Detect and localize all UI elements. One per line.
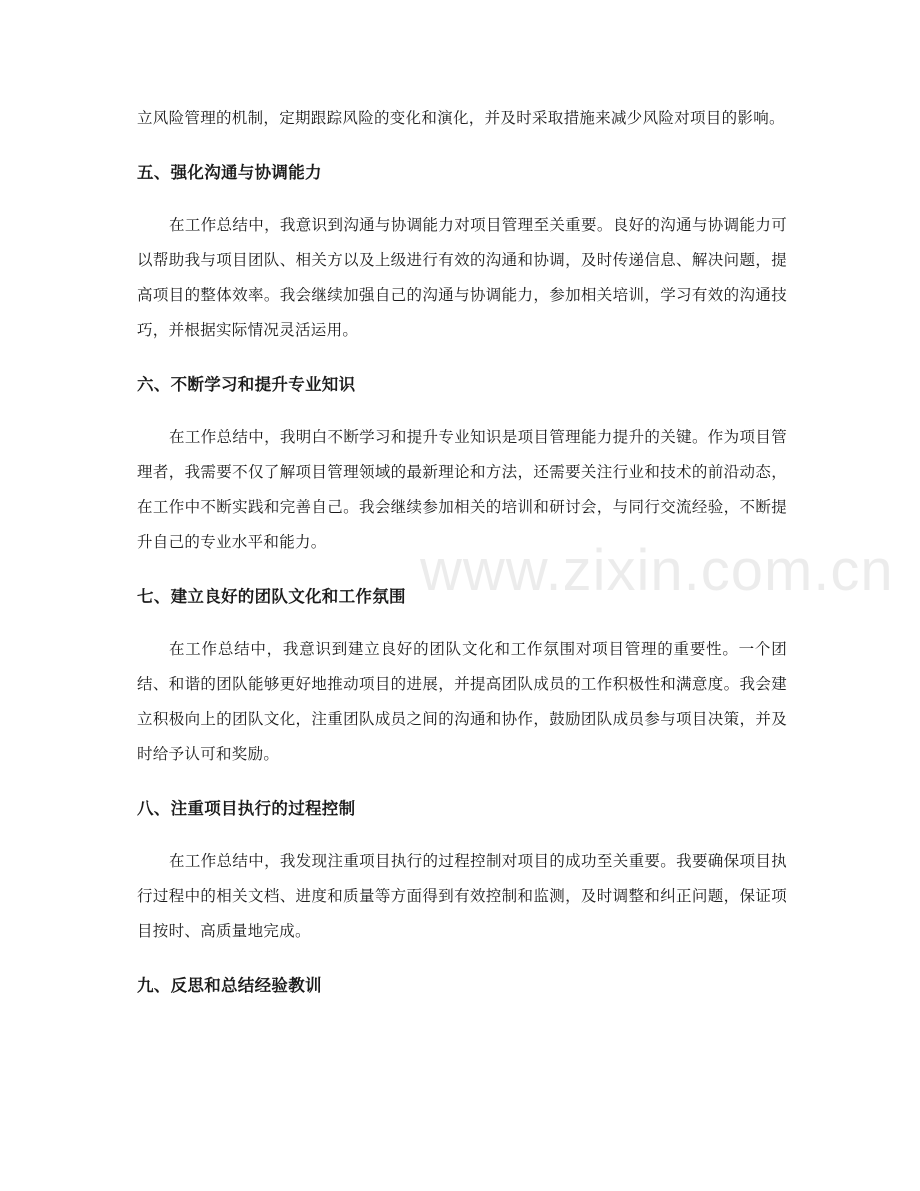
section-heading-7: 七、建立良好的团队文化和工作氛围 <box>137 587 406 606</box>
spacer <box>137 826 787 844</box>
document-body <box>137 101 787 1003</box>
section-body-6: 在工作总结中，我明白不断学习和提升专业知识是项目管理能力提升的关键。作为项目管理者，我需要不仅了解项目管理领域的最新理论和方法，还需要关注行业和技术的前沿动态，在工作中不断实践和完善自己。我会继续参加相关的培训和研讨会，与同行交流经验，不断提升自己的专业水平和能力。 <box>137 428 787 551</box>
spacer <box>137 348 787 367</box>
spacer <box>137 136 787 155</box>
spacer <box>137 402 787 420</box>
spacer <box>137 190 787 208</box>
section-body-7: 在工作总结中，我意识到建立良好的团队文化和工作氛围对项目管理的重要性。一个团结、和谐的团队能够更好地推动项目的进展，并提高团队成员的工作积极性和满意度。我会建立积极向上的团队文化，注重团队成员之间的沟通和协作，鼓励团队成员参与项目决策，并及时给予认可和奖励。 <box>137 640 787 763</box>
section-heading-5: 五、强化沟通与协调能力 <box>137 163 322 182</box>
section-body-8: 在工作总结中，我发现注重项目执行的过程控制对项目的成功至关重要。我要确保项目执行过程中的相关文档、进度和质量等方面得到有效控制和监测，及时调整和纠正问题，保证项目按时、高质量地完成。 <box>137 852 787 940</box>
spacer <box>137 949 787 968</box>
section-body-5: 在工作总结中，我意识到沟通与协调能力对项目管理至关重要。良好的沟通与协调能力可以帮助我与项目团队、相关方以及上级进行有效的沟通和协调，及时传递信息、解决问题，提高项目的整体效率。我会继续加强自己的沟通与协调能力，参加相关培训，学习有效的沟通技巧，并根据实际情况灵活运用。 <box>137 216 787 339</box>
spacer <box>137 772 787 791</box>
section-heading-9: 九、反思和总结经验教训 <box>137 976 322 995</box>
spacer <box>137 614 787 632</box>
intro-paragraph: 立风险管理的机制，定期跟踪风险的变化和演化，并及时采取措施来减少风险对项目的影响。 <box>137 109 785 127</box>
spacer <box>137 560 787 579</box>
watermark: www.zixin.com.cn <box>420 538 894 603</box>
section-heading-8: 八、注重项目执行的过程控制 <box>137 799 356 818</box>
section-heading-6: 六、不断学习和提升专业知识 <box>137 375 356 394</box>
